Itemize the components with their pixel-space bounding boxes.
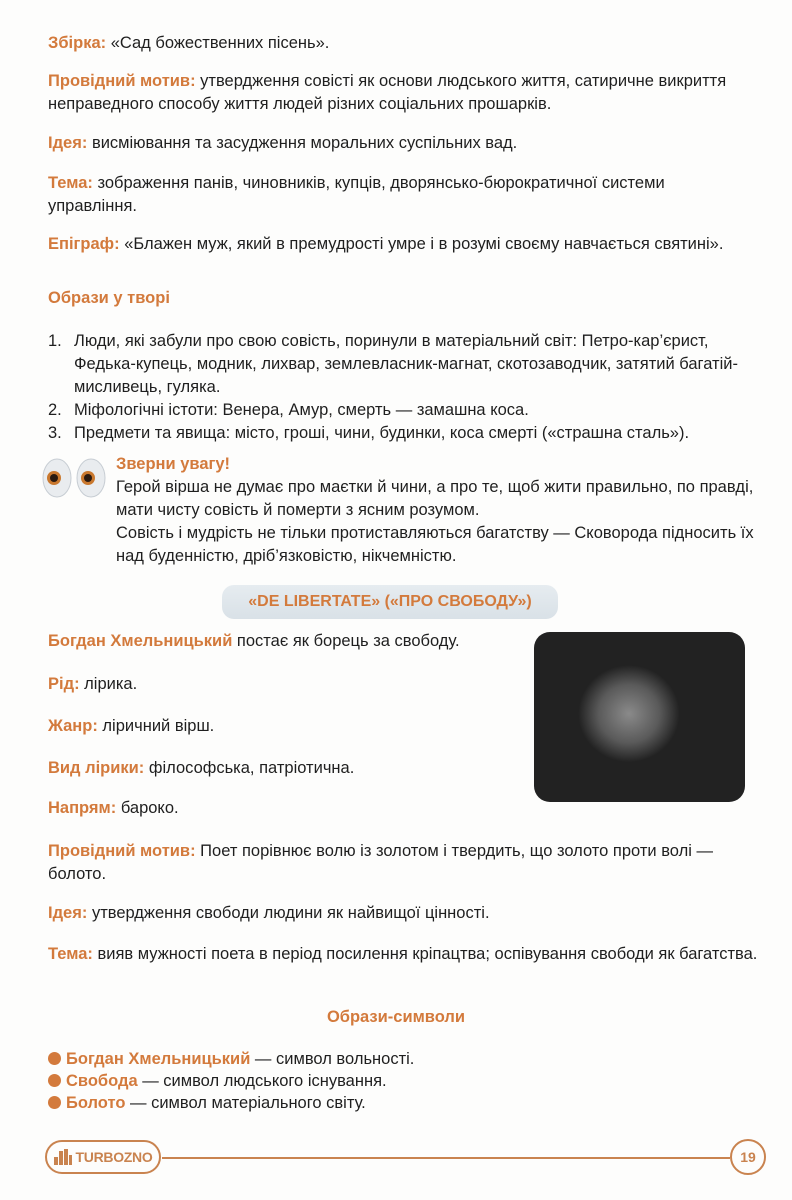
page-number: 19 bbox=[730, 1139, 766, 1175]
intro-line: Богдан Хмельницький постає як борець за свободу. bbox=[48, 632, 460, 650]
ideia-line: Ідея: висміювання та засудження моральних суспільних вад. bbox=[48, 134, 518, 152]
symbols-list bbox=[48, 1048, 414, 1114]
motiv2-line: Провідний мотив: Поет порівнює волю із золотом і твердить, що золото проти волі — болото. bbox=[48, 842, 713, 883]
footer-divider bbox=[162, 1157, 730, 1159]
portrait-image bbox=[534, 632, 745, 802]
epigraf-line: Епіграф: «Блажен муж, який в премудрості умре і в розумі своєму навчається святині». bbox=[48, 235, 724, 253]
obrazy-list bbox=[48, 330, 768, 445]
attention-note: Зверни увагу! Герой вірша не думає про маєтки й чини, а про те, щоб жити правильно, по правді, мати чисту совість й померти з ясним розумом. Совість і мудрість не тільки протиставляються багатству — Сковорода підносить їх над буденністю, дріб’язковістю, нікчемністю. bbox=[116, 455, 754, 565]
list-item: Свобода — символ людського існування. bbox=[48, 1070, 414, 1092]
list-item: Богдан Хмельницький — символ вольності. bbox=[48, 1048, 414, 1070]
brand-logo: TURBOZNO bbox=[45, 1140, 161, 1174]
ideia2-line: Ідея: утвердження свободи людини як найвищої цінності. bbox=[48, 904, 490, 922]
napriam-line: Напрям: бароко. bbox=[48, 799, 179, 817]
list-item: 3. Предмети та явища: місто, гроші, чини, будинки, коса смерті («страшна сталь»). bbox=[48, 424, 690, 442]
tema-line: Тема: зображення панів, чиновників, купців, дворянсько-бюрократичної системи управління. bbox=[48, 174, 665, 215]
vyd-line: Вид лірики: філософська, патріотична. bbox=[48, 759, 355, 777]
zhanr-line: Жанр: ліричний вірш. bbox=[48, 717, 215, 735]
section-title: «DE LIBERTATE» («ПРО СВОБОДУ») bbox=[222, 585, 558, 619]
list-item: Болото — символ матеріального світу. bbox=[48, 1092, 414, 1114]
rid-line: Рід: лірика. bbox=[48, 675, 138, 693]
symbols-heading: Образи-символи bbox=[326, 1008, 466, 1026]
bullet-icon bbox=[48, 1096, 61, 1109]
obrazy-heading: Образи у творі bbox=[48, 289, 170, 307]
eyes-icon bbox=[40, 458, 108, 498]
list-item: 1. Люди, які забули про свою совість, поринули в матеріальний світ: Петро-кар’єрист, Федька-купець, модник, лихвар, землевласник-магнат, скотозаводчик, затятий багатій-мисливець, гуляка. bbox=[48, 332, 738, 396]
tema2-line: Тема: вияв мужності поета в період посилення кріпацтва; оспівування свободи як багатства. bbox=[48, 945, 758, 963]
motiv-line: Провідний мотив: утвердження совісті як основи людського життя, сатиричне викриття неправедного способу життя людей різних соціальних прошарків. bbox=[48, 72, 727, 113]
buildings-icon bbox=[54, 1149, 72, 1165]
zbirka-line: Збірка: «Сад божественних пісень». bbox=[48, 34, 330, 52]
list-item: 2. Міфологічні істоти: Венера, Амур, смерть — замашна коса. bbox=[48, 401, 529, 419]
bullet-icon bbox=[48, 1052, 61, 1065]
bullet-icon bbox=[48, 1074, 61, 1087]
